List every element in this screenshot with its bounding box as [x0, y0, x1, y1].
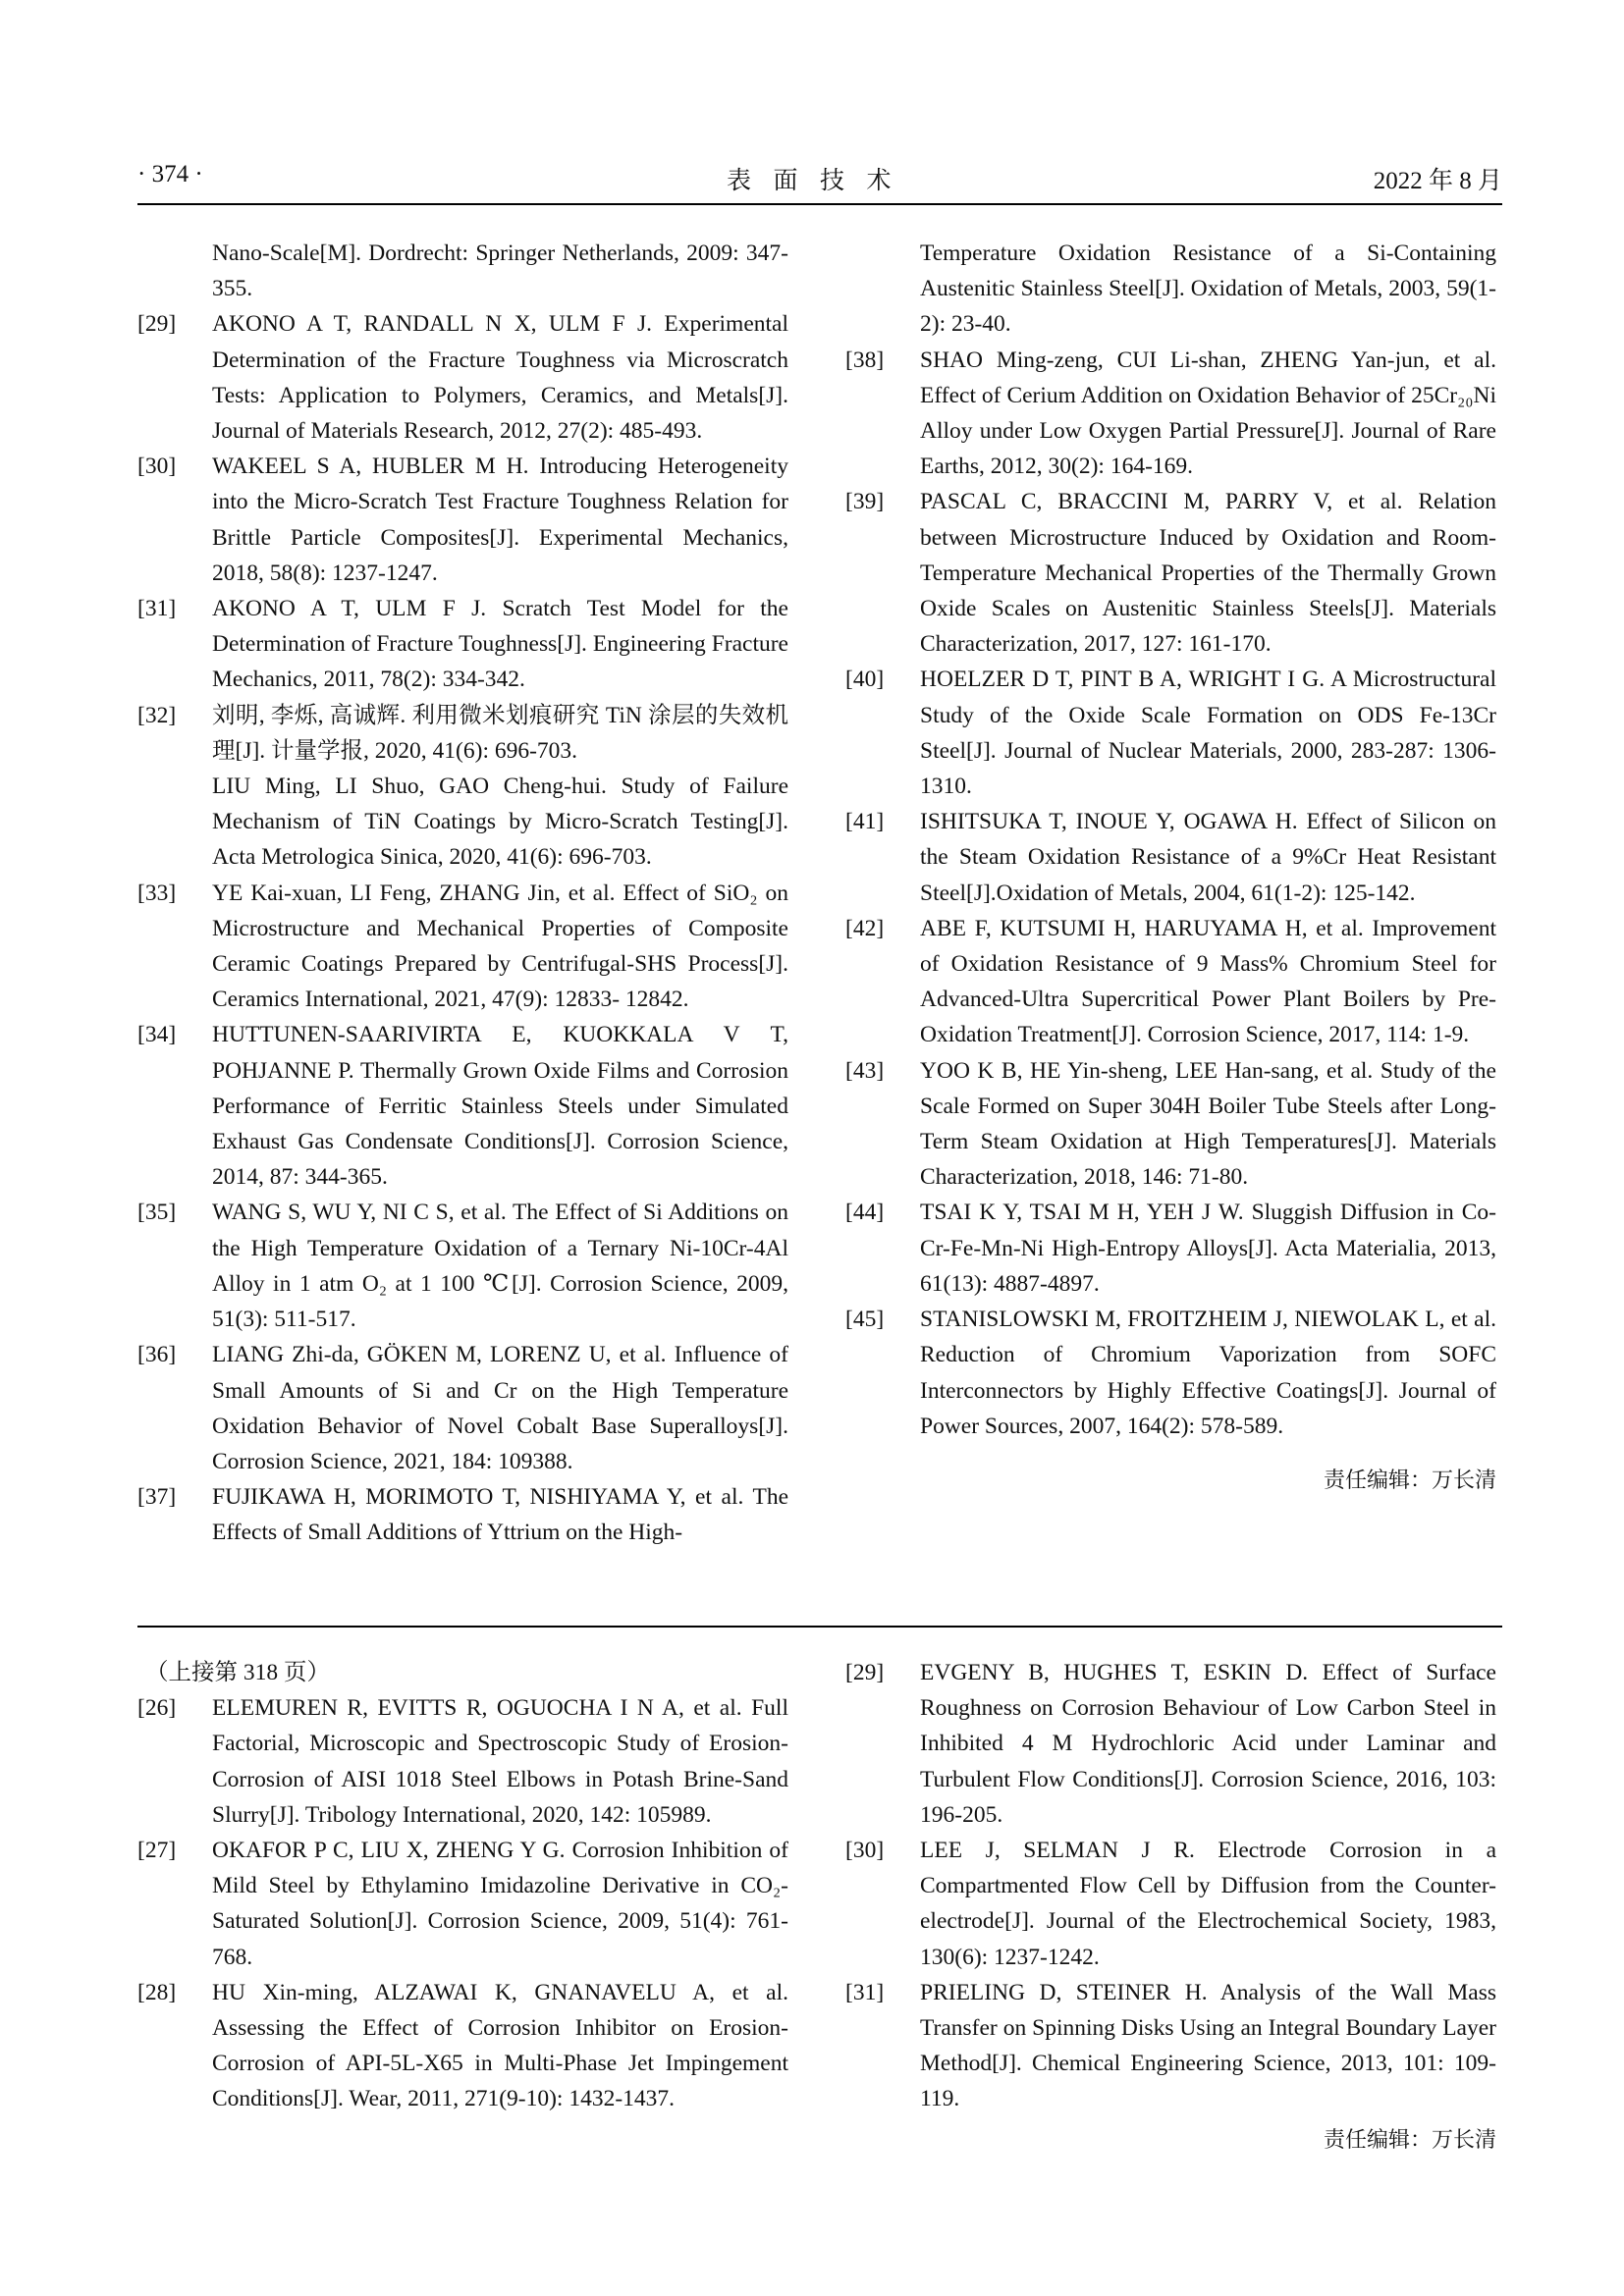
journal-title: 表面技术 — [726, 168, 913, 194]
reference-text: TSAI K Y, TSAI M H, YEH J W. Sluggish Diffusion in Co-Cr-Fe-Mn-Ni High-Entropy Alloys[J]. Acta Materialia, 2013, 61(13): 4887-4897. — [920, 1200, 1496, 1297]
reference-text-chinese: 刘明, 李烁, 高诚辉. 利用微米划痕研究 TiN 涂层的失效机理[J]. 计量学报, 2020, 41(6): 696-703. — [212, 702, 788, 764]
reference-text: ELEMUREN R, EVITTS R, OGUOCHA I N A, et al. Full Factorial, Microscopic and Spectroscopic Study of Erosion-Corrosion of AISI 1018 Steel Elbows in Potash Brine-Sand Slurry[J]. Tribology International, 2020, 142: 105989. — [212, 1695, 788, 1828]
reference-continuation: Temperature Oxidation Resistance of a Si-Containing Austenitic Stainless Steel[J]. Oxidation of Metals, 2003, 59(1-2): 23-40. — [920, 240, 1496, 338]
reference-item — [845, 1975, 1496, 2117]
reference-item — [845, 1833, 1496, 1975]
reference-text-english: LIU Ming, LI Shuo, GAO Cheng-hui. Study of Failure Mechanism of TiN Coatings by Micro-Scratch Testing[J]. Acta Metrologica Sinica, 2020, 41(6): 696-703. — [212, 774, 788, 871]
reference-text: AKONO A T, RANDALL N X, ULM F J. Experimental Determination of the Fracture Toughness via Microscratch Tests: Application to Polymers, Ceramics, and Metals[J]. Journal of Materials Research, 2012, 27(2): 485-493. — [212, 311, 788, 445]
reference-item — [845, 343, 1496, 485]
reference-item — [845, 1302, 1496, 1444]
reference-item — [137, 1690, 788, 1833]
reference-text: AKONO A T, ULM F J. Scratch Test Model for the Determination of Fracture Toughness[J]. Engineering Fracture Mechanics, 2011, 78(2): 334-342. — [212, 596, 788, 693]
reference-number: [32] — [137, 702, 177, 728]
reference-item — [137, 1017, 788, 1195]
reference-number: [33] — [137, 880, 177, 906]
reference-item — [845, 662, 1496, 804]
reference-text: ABE F, KUTSUMI H, HARUYAMA H, et al. Improvement of Oxidation Resistance of 9 Mass% Chromium Steel for Advanced-Ultra Supercritical Power Plant Boilers by Pre-Oxidation Treatment[J]. Corrosion Science, 2017, 114: 1-9. — [920, 915, 1496, 1048]
reference-item — [845, 1053, 1496, 1196]
reference-number: [39] — [845, 489, 885, 515]
reference-number: [43] — [845, 1057, 885, 1084]
reference-text: HUTTUNEN-SAARIVIRTA E, KUOKKALA V T, POHJANNE P. Thermally Grown Oxide Films and Corrosion Performance of Ferritic Stainless Steels under Simulated Exhaust Gas Condensate Conditions[J]. Corrosion Science, 2014, 87: 344-365. — [212, 1022, 788, 1191]
reference-number: [28] — [137, 1979, 177, 2005]
reference-text: FUJIKAWA H, MORIMOTO T, NISHIYAMA Y, et al. The Effects of Small Additions of Yttrium on the High- — [212, 1484, 788, 1546]
issue-date: 2022 年 8 月 — [1373, 168, 1502, 194]
reference-item — [845, 804, 1496, 911]
reference-number: [29] — [845, 1660, 885, 1685]
lower-right-column — [845, 1655, 1496, 2159]
reference-text: LIANG Zhi-da, GÖKEN M, LORENZ U, et al. Influence of Small Amounts of Si and Cr on the High Temperature Oxidation Behavior of Novel Cobalt Base Superalloys[J]. Corrosion Science, 2021, 184: 109388. — [212, 1342, 788, 1474]
reference-number: [38] — [845, 347, 885, 373]
reference-number: [30] — [845, 1838, 885, 1864]
reference-text: PASCAL C, BRACCINI M, PARRY V, et al. Relation between Microstructure Induced by Oxidation and Room-Temperature Mechanical Properties of the Thermally Grown Oxide Scales on Austenitic Stainless Steels[J]. Materials Characterization, 2017, 127: 161-170. — [920, 489, 1496, 658]
reference-text: SHAO Ming-zeng, CUI Li-shan, ZHENG Yan-jun, et al. Effect of Cerium Addition on Oxidation Behavior of 25Cr₂₀Ni Alloy under Low Oxygen Partial Pressure[J]. Journal of Rare Earths, 2012, 30(2): 164-169. — [920, 347, 1496, 480]
reference-item — [137, 1337, 788, 1479]
reference-number: [44] — [845, 1200, 885, 1226]
reference-number: [27] — [137, 1838, 177, 1864]
reference-text: WAKEEL S A, HUBLER M H. Introducing Heterogeneity into the Micro-Scratch Test Fracture Toughness Relation for Brittle Particle Composites[J]. Experimental Mechanics, 2018, 58(8): 1237-1247. — [212, 454, 788, 586]
reference-text: HU Xin-ming, ALZAWAI K, GNANAVELU A, et al. Assessing the Effect of Corrosion Inhibitor on Erosion-Corrosion of API-5L-X65 in Multi-Phase Jet Impingement Conditions[J]. Wear, 2011, 271(9-10): 1432-1437. — [212, 1979, 788, 2112]
reference-text: YE Kai-xuan, LI Feng, ZHANG Jin, et al. Effect of SiO₂ on Microstructure and Mechanical Properties of Composite Ceramic Coatings Prepared by Centrifugal-SHS Process[J]. Ceramics International, 2021, 47(9): 12833- 12842. — [212, 880, 788, 1013]
page-number: · 374 · — [137, 161, 203, 187]
reference-text: LEE J, SELMAN J R. Electrode Corrosion in a Compartmented Flow Cell by Diffusion from the Counter-electrode[J]. Journal of the Electrochemical Society, 1983, 130(6): 1237-1242. — [920, 1838, 1496, 1970]
reference-item — [845, 484, 1496, 662]
reference-text: HOELZER D T, PINT B A, WRIGHT I G. A Microstructural Study of the Oxide Scale Formation on ODS Fe-13Cr Steel[J]. Journal of Nuclear Materials, 2000, 283-287: 1306-1310. — [920, 667, 1496, 800]
section-divider — [137, 1626, 1502, 1628]
reference-number: [30] — [137, 454, 177, 480]
continuation-note: （上接第 318 页） — [145, 1660, 330, 1685]
reference-text: STANISLOWSKI M, FROITZHEIM J, NIEWOLAK L, et al. Reduction of Chromium Vaporization from SOFC Interconnectors by Highly Effective Coatings[J]. Journal of Power Sources, 2007, 164(2): 578-589. — [920, 1307, 1496, 1439]
reference-number: [31] — [845, 1979, 885, 2005]
reference-item — [137, 1479, 788, 1550]
header-rule — [137, 203, 1502, 205]
running-header — [137, 155, 1502, 200]
reference-number: [40] — [845, 667, 885, 693]
reference-text — [212, 698, 788, 876]
reference-item — [137, 1833, 788, 1975]
reference-item — [137, 876, 788, 1018]
reference-text: OKAFOR P C, LIU X, ZHENG Y G. Corrosion Inhibition of Mild Steel by Ethylamino Imidazoline Derivative in CO₂-Saturated Solution[J]. Corrosion Science, 2009, 51(4): 761-768. — [212, 1838, 788, 1970]
reference-item — [137, 1195, 788, 1337]
reference-number: [41] — [845, 809, 885, 835]
reference-text: EVGENY B, HUGHES T, ESKIN D. Effect of Surface Roughness on Corrosion Behaviour of Low Carbon Steel in Inhibited 4 M Hydrochloric Acid under Laminar and Turbulent Flow Conditions[J]. Corrosion Science, 2016, 103: 196-205. — [920, 1660, 1496, 1828]
reference-number: [26] — [137, 1695, 177, 1722]
reference-continuation: Nano-Scale[M]. Dordrecht: Springer Netherlands, 2009: 347-355. — [212, 240, 788, 302]
lower-left-column — [137, 1655, 788, 2117]
reference-number: [34] — [137, 1022, 177, 1048]
reference-text: WANG S, WU Y, NI C S, et al. The Effect of Si Additions on the High Temperature Oxidation of a Ternary Ni-10Cr-4Al Alloy in 1 atm O₂ at 1 100 ℃[J]. Corrosion Science, 2009, 51(3): 511-517. — [212, 1200, 788, 1333]
reference-text: YOO K B, HE Yin-sheng, LEE Han-sang, et al. Study of the Scale Formed on Super 304H Boiler Tube Steels after Long-Term Steam Oxidation at High Temperatures[J]. Materials Characterization, 2018, 146: 71-80. — [920, 1057, 1496, 1191]
reference-number: [42] — [845, 915, 885, 941]
reference-number: [37] — [137, 1484, 177, 1511]
reference-text: ISHITSUKA T, INOUE Y, OGAWA H. Effect of Silicon on the Steam Oxidation Resistance of a 9%Cr Heat Resistant Steel[J].Oxidation of Metals, 2004, 61(1-2): 125-142. — [920, 809, 1496, 906]
reference-item — [137, 1975, 788, 2117]
upper-right-column — [845, 236, 1496, 1499]
reference-item — [137, 698, 788, 876]
reference-text: PRIELING D, STEINER H. Analysis of the Wall Mass Transfer on Spinning Disks Using an Integral Boundary Layer Method[J]. Chemical Engineering Science, 2013, 101: 109-119. — [920, 1979, 1496, 2112]
reference-number: [31] — [137, 596, 177, 622]
reference-number: [45] — [845, 1307, 885, 1333]
reference-number: [36] — [137, 1342, 177, 1368]
reference-item — [845, 1655, 1496, 1833]
reference-item — [137, 591, 788, 698]
reference-item — [845, 1195, 1496, 1302]
reference-number: [35] — [137, 1200, 177, 1226]
upper-left-column — [137, 236, 788, 1551]
reference-item — [137, 449, 788, 591]
reference-item — [845, 911, 1496, 1053]
responsible-editor: 责任编辑：万长清 — [1323, 2127, 1496, 2153]
reference-number: [29] — [137, 311, 177, 338]
responsible-editor: 责任编辑：万长清 — [1323, 1468, 1496, 1493]
reference-item — [137, 306, 788, 449]
